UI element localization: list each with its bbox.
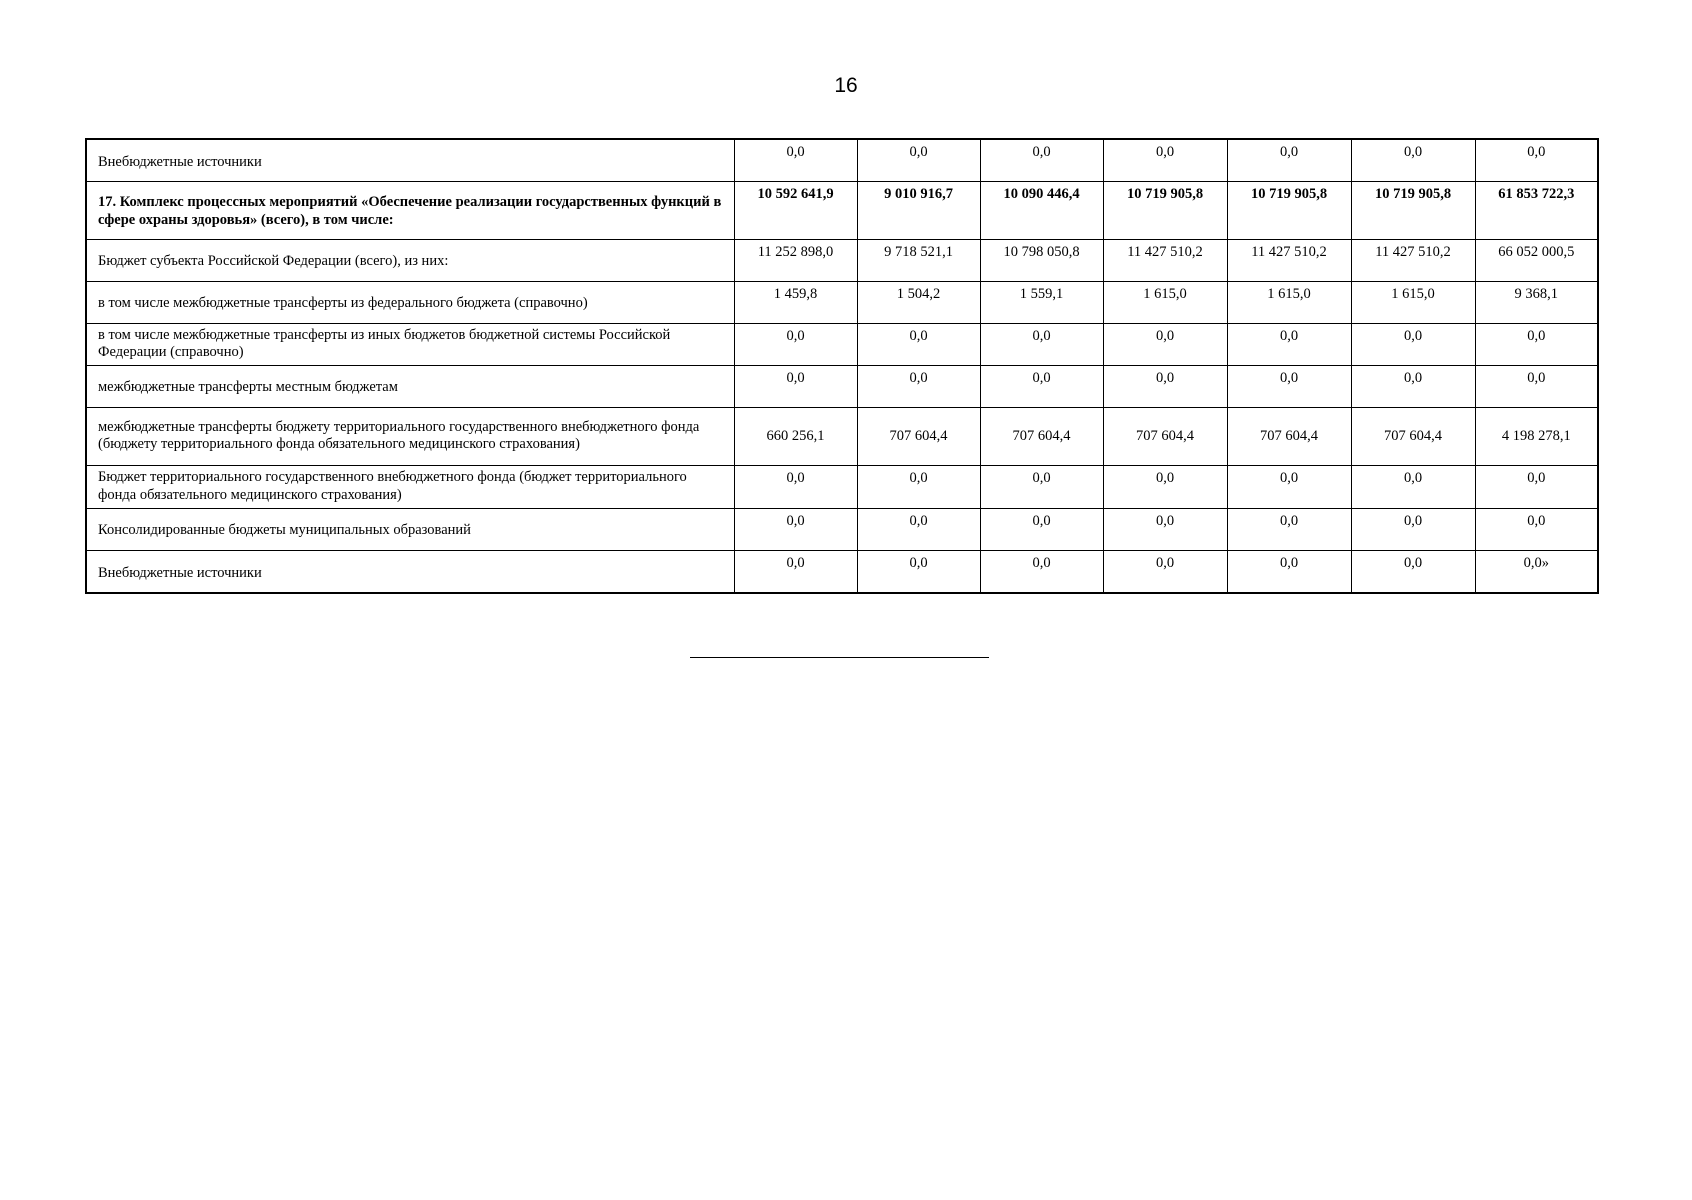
value-cell: 11 427 510,2 xyxy=(1227,239,1351,281)
value-cell: 0,0 xyxy=(1351,139,1475,181)
row-label: межбюджетные трансферты местным бюджетам xyxy=(86,365,734,407)
funding-table xyxy=(85,138,1599,594)
value-cell: 0,0 xyxy=(1227,139,1351,181)
row-label: межбюджетные трансферты бюджету территориального государственного внебюджетного фонда (бюджету территориального фонда обязательного медицинского страхования) xyxy=(86,407,734,465)
value-cell: 0,0 xyxy=(1351,365,1475,407)
value-cell: 61 853 722,3 xyxy=(1475,181,1598,239)
table-row xyxy=(86,550,1598,593)
value-cell: 10 719 905,8 xyxy=(1103,181,1227,239)
value-cell: 0,0 xyxy=(1351,550,1475,593)
table-row xyxy=(86,407,1598,465)
value-cell: 0,0 xyxy=(1103,139,1227,181)
value-cell: 0,0 xyxy=(734,323,857,365)
value-cell: 0,0 xyxy=(734,508,857,550)
value-cell: 11 427 510,2 xyxy=(1103,239,1227,281)
value-cell: 1 559,1 xyxy=(980,281,1103,323)
value-cell: 0,0 xyxy=(857,365,980,407)
row-label: Внебюджетные источники xyxy=(86,550,734,593)
row-label: в том числе межбюджетные трансферты из иных бюджетов бюджетной системы Российской Федерации (справочно) xyxy=(86,323,734,365)
value-cell: 660 256,1 xyxy=(734,407,857,465)
table-row xyxy=(86,239,1598,281)
value-cell: 0,0 xyxy=(980,139,1103,181)
value-cell: 0,0 xyxy=(734,365,857,407)
value-cell: 0,0 xyxy=(1351,323,1475,365)
table-row xyxy=(86,365,1598,407)
table-row xyxy=(86,323,1598,365)
row-label: Консолидированные бюджеты муниципальных образований xyxy=(86,508,734,550)
value-cell: 0,0 xyxy=(1227,550,1351,593)
value-cell: 66 052 000,5 xyxy=(1475,239,1598,281)
page-number: 16 xyxy=(834,74,858,97)
row-label: Бюджет субъекта Российской Федерации (всего), из них: xyxy=(86,239,734,281)
value-cell: 1 615,0 xyxy=(1103,281,1227,323)
value-cell: 1 615,0 xyxy=(1351,281,1475,323)
value-cell: 0,0 xyxy=(1103,508,1227,550)
value-cell: 0,0 xyxy=(980,365,1103,407)
value-cell: 707 604,4 xyxy=(857,407,980,465)
value-cell: 10 592 641,9 xyxy=(734,181,857,239)
row-label: Внебюджетные источники xyxy=(86,139,734,181)
value-cell: 0,0 xyxy=(734,550,857,593)
value-cell: 707 604,4 xyxy=(1351,407,1475,465)
value-cell: 0,0 xyxy=(1475,139,1598,181)
value-cell: 0,0 xyxy=(857,465,980,508)
row-label: Бюджет территориального государственного внебюджетного фонда (бюджет территориального фонда обязательного медицинского страхования) xyxy=(86,465,734,508)
value-cell: 0,0 xyxy=(1103,465,1227,508)
table-row xyxy=(86,508,1598,550)
value-cell: 11 427 510,2 xyxy=(1351,239,1475,281)
row-label: 17. Комплекс процессных мероприятий «Обеспечение реализации государственных функций в сфере охраны здоровья» (всего), в том числе: xyxy=(86,181,734,239)
value-cell: 0,0 xyxy=(1103,365,1227,407)
value-cell: 0,0 xyxy=(1351,465,1475,508)
value-cell: 0,0 xyxy=(1227,465,1351,508)
value-cell: 0,0 xyxy=(734,465,857,508)
value-cell: 1 459,8 xyxy=(734,281,857,323)
value-cell: 0,0 xyxy=(1475,465,1598,508)
value-cell: 0,0 xyxy=(980,508,1103,550)
value-cell: 0,0 xyxy=(1103,323,1227,365)
value-cell: 0,0 xyxy=(734,139,857,181)
value-cell: 0,0 xyxy=(857,550,980,593)
value-cell: 0,0 xyxy=(1475,323,1598,365)
value-cell: 0,0» xyxy=(1475,550,1598,593)
value-cell: 0,0 xyxy=(1475,365,1598,407)
value-cell: 0,0 xyxy=(1227,365,1351,407)
value-cell: 0,0 xyxy=(980,550,1103,593)
value-cell: 9 010 916,7 xyxy=(857,181,980,239)
value-cell: 0,0 xyxy=(980,465,1103,508)
value-cell: 0,0 xyxy=(857,139,980,181)
table-row xyxy=(86,281,1598,323)
value-cell: 0,0 xyxy=(1103,550,1227,593)
value-cell: 0,0 xyxy=(980,323,1103,365)
table-row xyxy=(86,139,1598,181)
value-cell: 0,0 xyxy=(1227,508,1351,550)
value-cell: 0,0 xyxy=(857,508,980,550)
value-cell: 4 198 278,1 xyxy=(1475,407,1598,465)
value-cell: 707 604,4 xyxy=(1103,407,1227,465)
row-label: в том числе межбюджетные трансферты из федерального бюджета (справочно) xyxy=(86,281,734,323)
value-cell: 1 504,2 xyxy=(857,281,980,323)
value-cell: 707 604,4 xyxy=(980,407,1103,465)
value-cell: 0,0 xyxy=(1475,508,1598,550)
value-cell: 0,0 xyxy=(1351,508,1475,550)
value-cell: 10 090 446,4 xyxy=(980,181,1103,239)
value-cell: 10 798 050,8 xyxy=(980,239,1103,281)
value-cell: 9 368,1 xyxy=(1475,281,1598,323)
value-cell: 10 719 905,8 xyxy=(1227,181,1351,239)
value-cell: 11 252 898,0 xyxy=(734,239,857,281)
value-cell: 707 604,4 xyxy=(1227,407,1351,465)
value-cell: 0,0 xyxy=(1227,323,1351,365)
value-cell: 9 718 521,1 xyxy=(857,239,980,281)
footer-rule xyxy=(690,657,989,658)
value-cell: 1 615,0 xyxy=(1227,281,1351,323)
table-row xyxy=(86,465,1598,508)
value-cell: 0,0 xyxy=(857,323,980,365)
value-cell: 10 719 905,8 xyxy=(1351,181,1475,239)
table-row xyxy=(86,181,1598,239)
